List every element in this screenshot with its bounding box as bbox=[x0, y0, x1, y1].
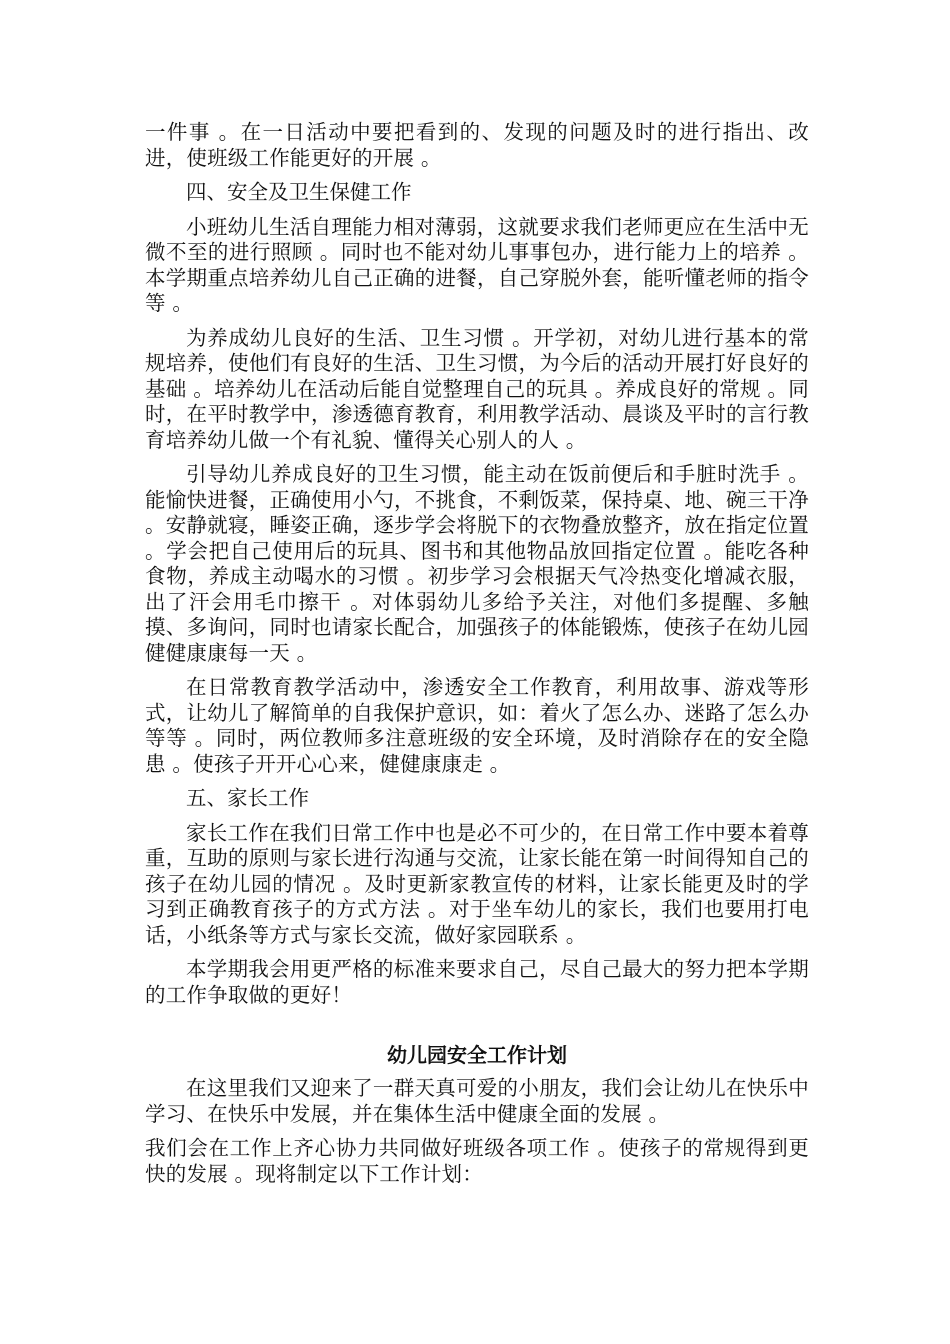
paragraph-hygiene-habits: 引导幼儿养成良好的卫生习惯，能主动在饭前便后和手脏时洗手 。能愉快进餐，正确使用小勺，不挑食，不剩饭菜，保持桌、地、碗三干净 。安静就寝，睡姿正确，逐步学会将脱下的衣物叠放整齐，放在指定位置 。学会把自己使用后的玩具、图书和其他物品放回指定位置 。能吃各种食物，养成主动喝水的习惯 。初步学习会根据天气冷热变化增减衣服，出了汗会用毛巾擦干 。对体弱幼儿多给予关注，对他们多提醒、多触摸、多询问，同时也请家长配合，加强孩子的体能锻炼，使孩子在幼儿园健健康康每一天 。 bbox=[145, 462, 809, 665]
paragraph-continued: 一件事 。在一日活动中要把看到的、发现的问题及时的进行指出、改进，使班级工作能更好的开展 。 bbox=[145, 120, 809, 170]
paragraph-plan-lead: 我们会在工作上齐心协力共同做好班级各项工作 。使孩子的常规得到更快的发展 。现将制定以下工作计划： bbox=[145, 1136, 809, 1186]
paragraph-self-care: 小班幼儿生活自理能力相对薄弱，这就要求我们老师更应在生活中无微不至的进行照顾 。同时也不能对幼儿事事包办，进行能力上的培养 。本学期重点培养幼儿自己正确的进餐，自己穿脱外套，能听懂老师的指令等 。 bbox=[145, 214, 809, 315]
paragraph-conclusion: 本学期我会用更严格的标准来要求自己，尽自己最大的努力把本学期的工作争取做的更好！ bbox=[145, 957, 809, 1007]
paragraph-parent-work: 家长工作在我们日常工作中也是必不可少的，在日常工作中要本着尊重，互助的原则与家长进行沟通与交流，让家长能在第一时间得知自己的孩子在幼儿园的情况 。及时更新家教宣传的材料，让家长能更及时的学习到正确教育孩子的方式方法 。对于坐车幼儿的家长，我们也要用打电话，小纸条等方式与家长交流，做好家园联系 。 bbox=[145, 820, 809, 947]
paragraph-intro: 在这里我们又迎来了一群天真可爱的小朋友，我们会让幼儿在快乐中学习、在快乐中发展，并在集体生活中健康全面的发展 。 bbox=[145, 1076, 809, 1126]
document-title: 幼儿园安全工作计划 bbox=[387, 1043, 567, 1067]
paragraph-habits: 为养成幼儿良好的生活、卫生习惯 。开学初，对幼儿进行基本的常规培养，使他们有良好的生活、卫生习惯，为今后的活动开展打好良好的基础 。培养幼儿在活动后能自觉整理自己的玩具 。养成良好的常规 。同时，在平时教学中，渗透德育教育，利用教学活动、晨谈及平时的言行教育培养幼儿做一个有礼貌、懂得关心别人的人 。 bbox=[145, 325, 809, 452]
document-page bbox=[145, 120, 809, 1196]
paragraph-safety-education: 在日常教育教学活动中，渗透安全工作教育，利用故事、游戏等形式，让幼儿了解简单的自我保护意识，如：着火了怎么办、迷路了怎么办等等 。同时，两位教师多注意班级的安全环境，及时消除存在的安全隐患 。使孩子开开心心来，健健康康走 。 bbox=[145, 675, 809, 776]
section-heading-parents: 五、家长工作 bbox=[186, 786, 309, 810]
section-heading-safety-hygiene: 四、安全及卫生保健工作 bbox=[186, 180, 412, 204]
